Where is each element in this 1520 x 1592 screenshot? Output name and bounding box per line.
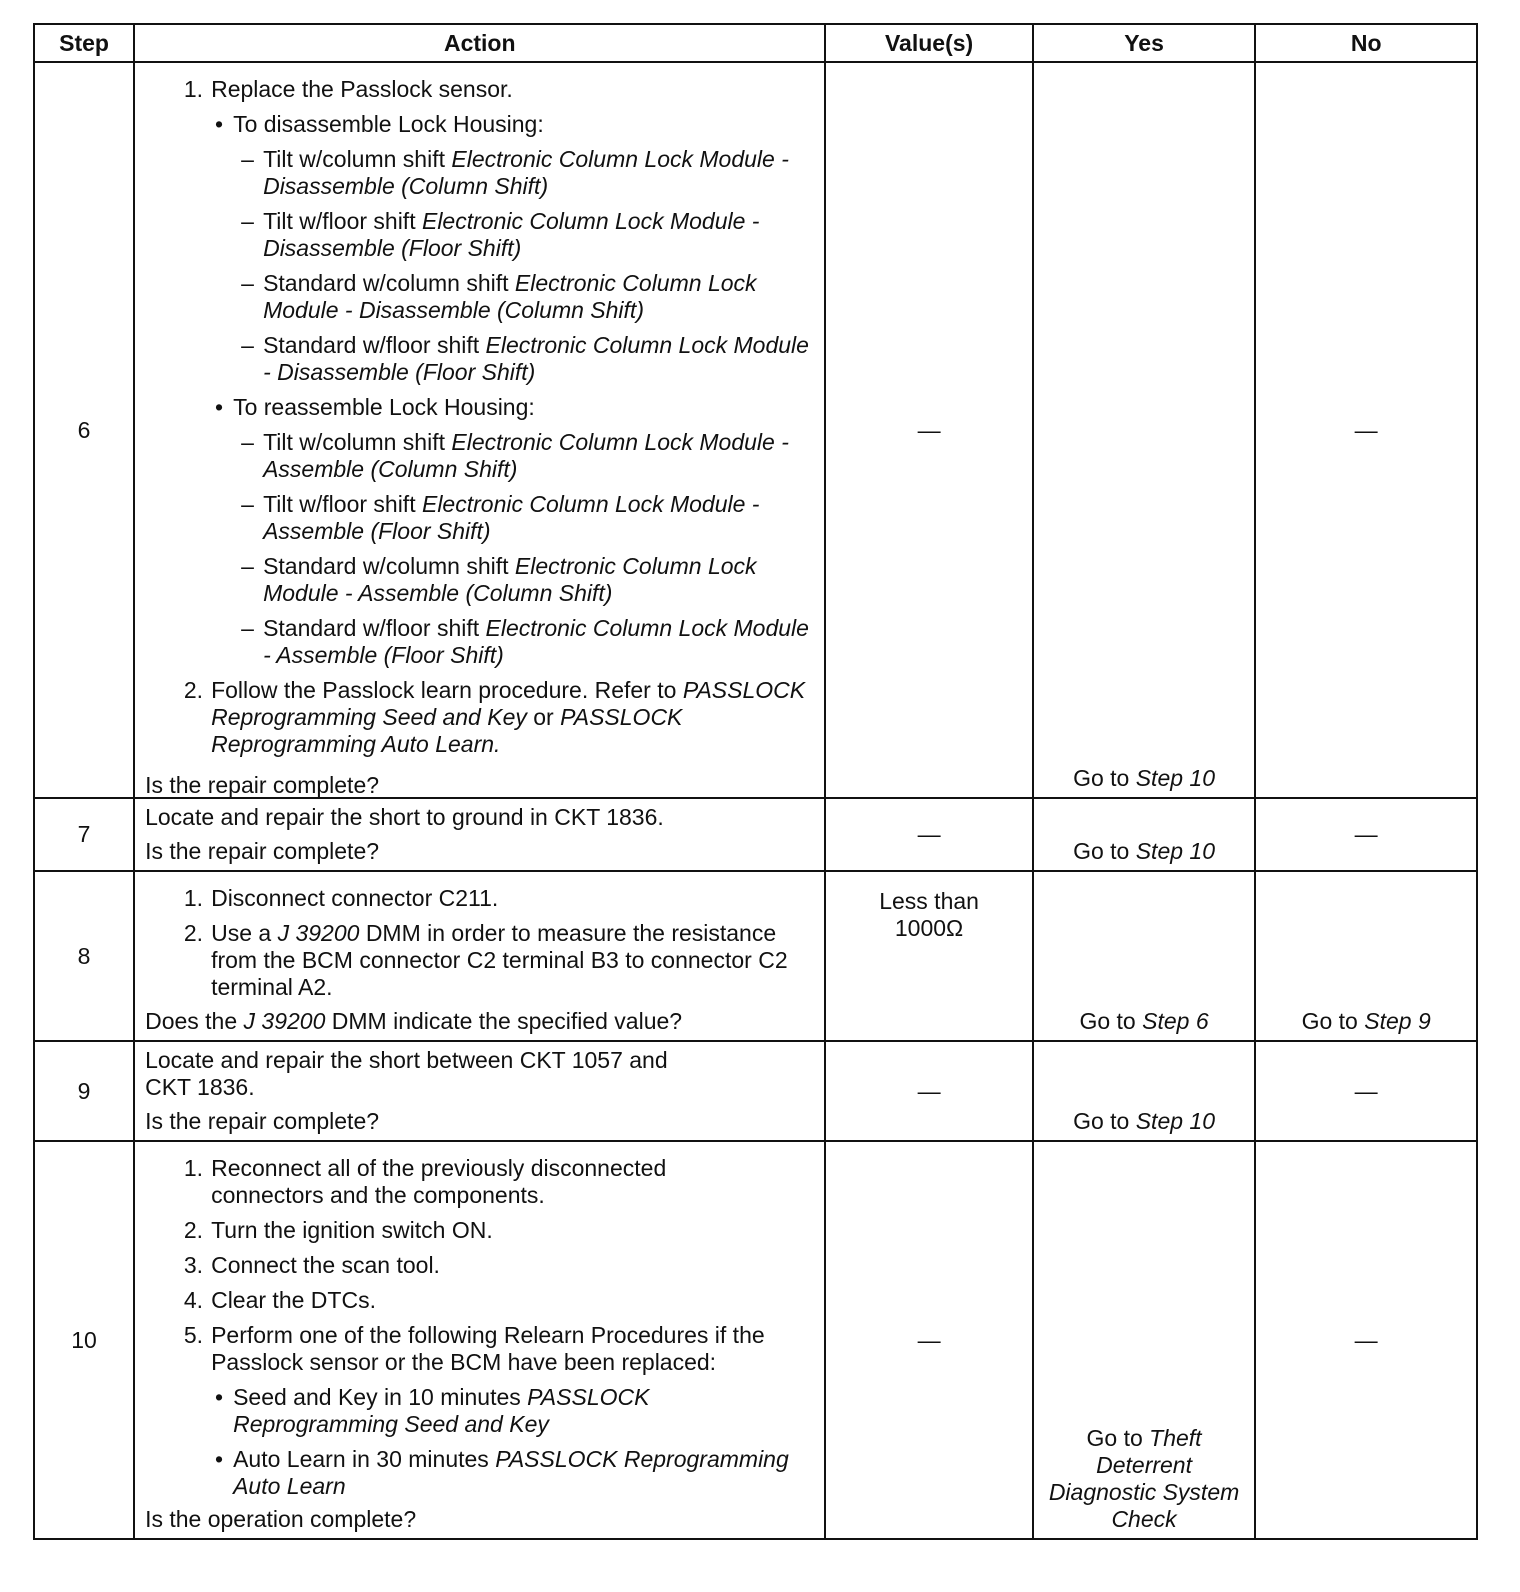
yes-cell: Go to Step 6 (1033, 871, 1256, 1041)
header-action: Action (134, 24, 825, 62)
yes-cell: Go to Step 10 (1033, 62, 1256, 798)
step-number: 9 (34, 1041, 134, 1141)
dash-item: – Tilt w/column shift Electronic Column Lock Module - Assemble (Column Shift) (241, 429, 789, 482)
yes-cell: Go to Step 10 (1033, 798, 1256, 871)
list-item: 3. Connect the scan tool. (183, 1252, 440, 1278)
no-cell: Go to Step 9 (1255, 871, 1477, 1041)
step-number: 6 (34, 62, 134, 798)
bullet-item: • Seed and Key in 10 minutes PASSLOCK Reprogramming Seed and Key (215, 1384, 650, 1437)
action-cell (134, 798, 825, 871)
row-question: Does the J 39200 DMM indicate the specified value? (145, 1008, 683, 1034)
list-item: 2. Use a J 39200 DMM in order to measure the resistance from the BCM connector C2 terminal B3 to connector C2 terminal A2. (183, 920, 788, 1000)
step-number: 7 (34, 798, 134, 871)
value-cell: — (825, 62, 1032, 798)
no-cell: — (1255, 1041, 1477, 1141)
list-item: 1. Disconnect connector C211. (183, 885, 499, 911)
row-question: Is the repair complete? (145, 838, 380, 864)
header-values: Value(s) (825, 24, 1032, 62)
value-cell: — (825, 1041, 1032, 1141)
dash-item: – Tilt w/floor shift Electronic Column Lock Module - Assemble (Floor Shift) (241, 491, 760, 544)
bullet-item: • To disassemble Lock Housing: (215, 111, 544, 137)
action-cell (134, 1041, 825, 1141)
row-question: Is the repair complete? (145, 772, 380, 798)
no-cell: — (1255, 798, 1477, 871)
no-cell: — (1255, 62, 1477, 798)
header-row (34, 24, 1477, 62)
bullet-item: • Auto Learn in 30 minutes PASSLOCK Reprogramming Auto Learn (215, 1446, 789, 1499)
dash-item: – Standard w/column shift Electronic Column Lock Module - Assemble (Column Shift) (241, 553, 757, 606)
list-item: 2. Turn the ignition switch ON. (183, 1217, 493, 1243)
list-item: 5. Perform one of the following Relearn Procedures if the Passlock sensor or the BCM have been replaced: (183, 1322, 765, 1375)
yes-cell: Go to Step 10 (1033, 1041, 1256, 1141)
action-cell (134, 62, 825, 798)
list-item: 4. Clear the DTCs. (183, 1287, 376, 1313)
list-item: 1. Reconnect all of the previously disconnected connectors and the components. (183, 1155, 667, 1208)
action-cell (134, 1141, 825, 1539)
yes-cell: Go to Theft Deterrent Diagnostic System Check (1033, 1141, 1256, 1539)
dash-item: – Tilt w/floor shift Electronic Column Lock Module - Disassemble (Floor Shift) (241, 208, 760, 261)
no-cell: — (1255, 1141, 1477, 1539)
list-item: 2. Follow the Passlock learn procedure. Refer to PASSLOCK Reprogramming Seed and Key or PASSLOCK Reprogramming Auto Learn. (183, 677, 806, 757)
value-cell (825, 871, 1032, 1041)
dash-item: – Tilt w/column shift Electronic Column Lock Module - Disassemble (Column Shift) (241, 146, 789, 199)
value-line: 1000Ω (894, 915, 964, 941)
diagnostic-table (33, 23, 1478, 1540)
row-question: Is the repair complete? (145, 1108, 380, 1134)
action-cell (134, 871, 825, 1041)
list-item: 1. Replace the Passlock sensor. (183, 76, 513, 102)
table-row (34, 798, 1477, 871)
table-row (34, 871, 1477, 1041)
table-row (34, 1141, 1477, 1539)
dash-item: – Standard w/floor shift Electronic Column Lock Module - Disassemble (Floor Shift) (241, 332, 809, 385)
header-step: Step (34, 24, 134, 62)
dash-item: – Standard w/column shift Electronic Column Lock Module - Disassemble (Column Shift) (241, 270, 757, 323)
table-row (34, 1041, 1477, 1141)
diagnostic-table-container (33, 23, 1478, 1540)
value-line: Less than (879, 888, 979, 914)
table-row (34, 62, 1477, 798)
value-cell: — (825, 1141, 1032, 1539)
step-number: 8 (34, 871, 134, 1041)
row-text: Locate and repair the short to ground in CKT 1836. (145, 804, 664, 830)
row-text: Locate and repair the short between CKT 1057 and CKT 1836. (145, 1047, 668, 1100)
row-question: Is the operation complete? (145, 1506, 417, 1532)
value-cell: — (825, 798, 1032, 871)
header-no: No (1255, 24, 1477, 62)
bullet-item: • To reassemble Lock Housing: (215, 394, 535, 420)
step-number: 10 (34, 1141, 134, 1539)
header-yes: Yes (1033, 24, 1256, 62)
dash-item: – Standard w/floor shift Electronic Column Lock Module - Assemble (Floor Shift) (241, 615, 809, 668)
